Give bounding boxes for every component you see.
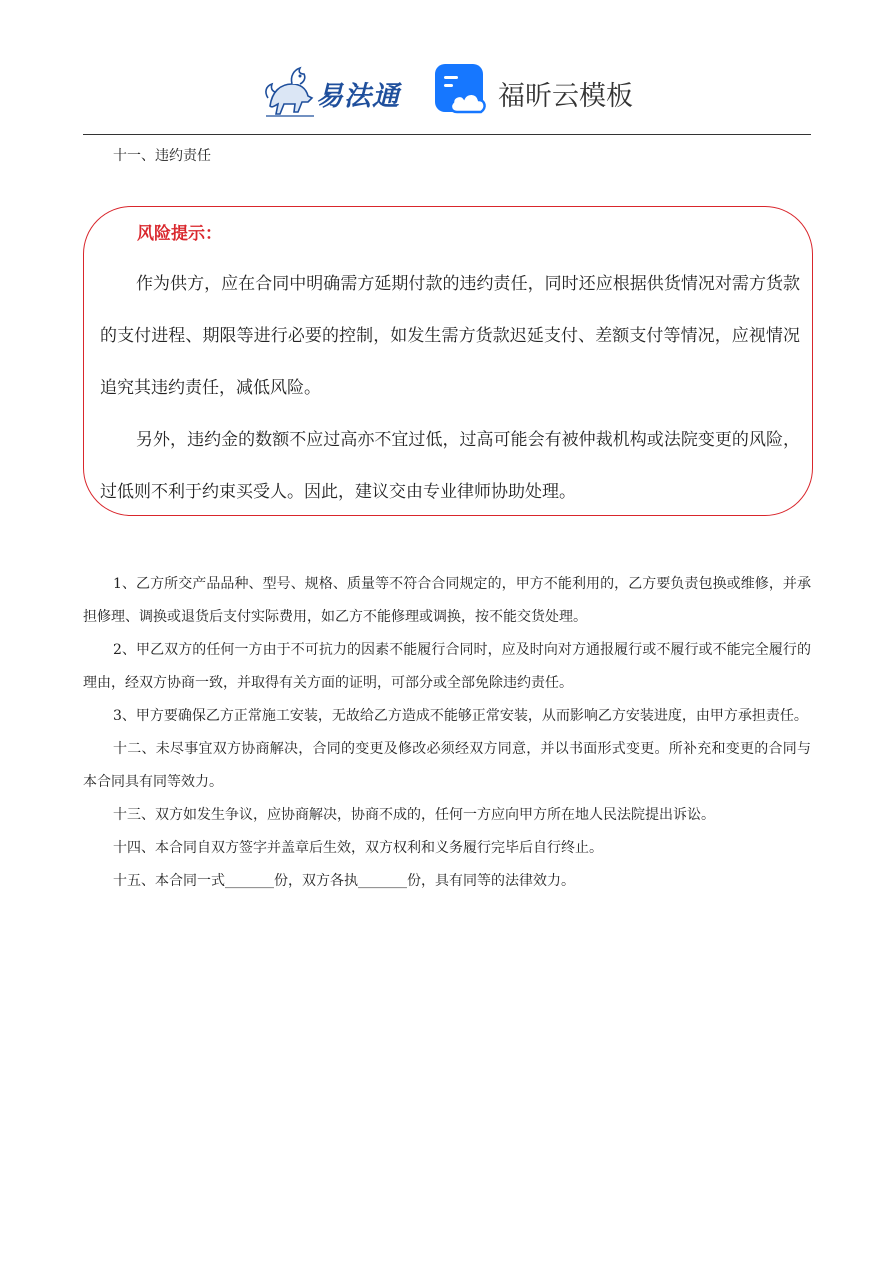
- risk-paragraph: 作为供方，应在合同中明确需方延期付款的违约责任，同时还应根据供货情况对需方货款的支付进程、期限等进行必要的控制，如发生需方货款迟延支付、差额支付等情况，应视情况追究其违约责任，减低风险。: [100, 274, 800, 398]
- clause-paragraph: 十四、本合同自双方签字并盖章后生效，双方权利和义务履行完毕后自行终止。: [113, 840, 603, 856]
- section-title: 十一、违约责任: [113, 148, 211, 164]
- clause-paragraph: 十二、未尽事宜双方协商解决，合同的变更及修改必须经双方同意，并以书面形式变更。所补充和变更的合同与本合同具有同等效力。: [83, 741, 811, 790]
- clause-paragraph: 1、乙方所交产品品种、型号、规格、质量等不符合合同规定的，甲方不能利用的，乙方要负责包换或维修，并承担修理、调换或退货后支付实际费用，如乙方不能修理或调换，按不能交货处理。: [83, 576, 811, 625]
- yifatong-logo: [262, 62, 412, 120]
- clause-paragraph: 十三、双方如发生争议，应协商解决，协商不成的，任何一方应向甲方所在地人民法院提出诉讼。: [113, 807, 715, 823]
- clause-paragraph: 十五、本合同一式_______份，双方各执_______份，具有同等的法律效力。: [113, 873, 575, 889]
- foxit-template-logo-text: 福昕云模板: [498, 81, 633, 112]
- clause-paragraph: 2、甲乙双方的任何一方由于不可抗力的因素不能履行合同时，应及时向对方通报履行或不履行或不能完全履行的理由，经双方协商一致，并取得有关方面的证明，可部分或全部免除违约责任。: [83, 642, 811, 691]
- header-divider: [83, 134, 811, 135]
- clause-paragraph: 3、甲方要确保乙方正常施工安装，无故给乙方造成不能够正常安装，从而影响乙方安装进度，由甲方承担责任。: [113, 708, 808, 724]
- cloud-document-icon: [435, 64, 489, 118]
- risk-warning-label: 风险提示：: [137, 224, 222, 244]
- yifatong-logo-text: 易法通: [316, 81, 400, 112]
- contract-clauses: [83, 568, 811, 898]
- risk-warning-box: [83, 206, 813, 516]
- risk-paragraph: 另外，违约金的数额不应过高亦不宜过低，过高可能会有被仲裁机构或法院变更的风险，过低则不利于约束买受人。因此，建议交由专业律师协助处理。: [100, 430, 800, 502]
- qilin-icon: [262, 62, 318, 120]
- header: [0, 58, 893, 124]
